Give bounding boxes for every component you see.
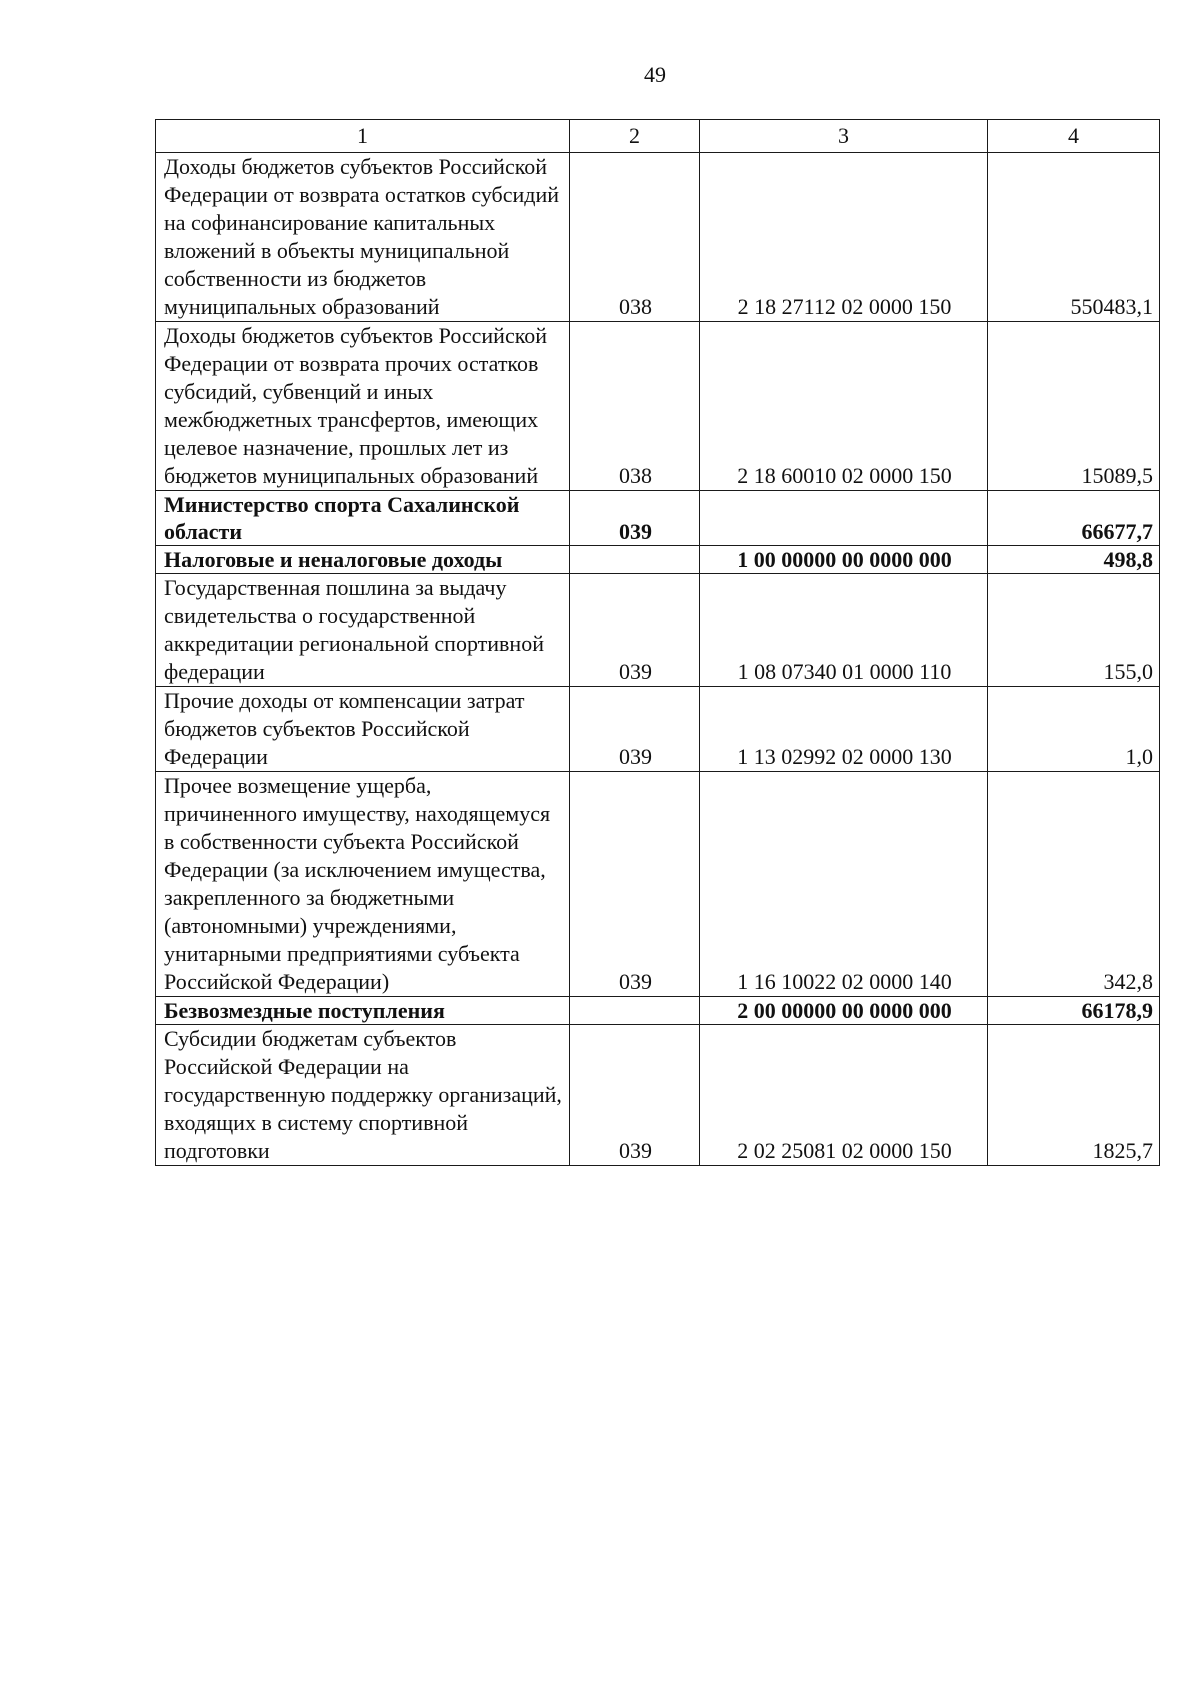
- classification-code: 2 02 25081 02 0000 150: [700, 1025, 988, 1166]
- admin-code: 039: [570, 491, 700, 546]
- revenue-name: Налоговые и неналоговые доходы: [156, 546, 570, 574]
- table-header-row: [156, 120, 1160, 153]
- table-row-ministry: [156, 491, 1160, 546]
- revenue-name: Доходы бюджетов субъектов Российской Федерации от возврата прочих остатков субсидий, субвенций и иных межбюджетных трансфертов, имеющих целевое назначение, прошлых лет из бюджетов муниципальных образований: [156, 322, 570, 491]
- admin-code: 039: [570, 687, 700, 772]
- classification-code: [700, 491, 988, 546]
- revenue-name: Безвозмездные поступления: [156, 997, 570, 1025]
- admin-code: [570, 997, 700, 1025]
- classification-code: 2 00 00000 00 0000 000: [700, 997, 988, 1025]
- amount: 1825,7: [988, 1025, 1160, 1166]
- amount: 66178,9: [988, 997, 1160, 1025]
- amount: 498,8: [988, 546, 1160, 574]
- admin-code: 039: [570, 1025, 700, 1166]
- table-row: [156, 772, 1160, 997]
- admin-code: [570, 546, 700, 574]
- column-header-1: 1: [156, 120, 570, 153]
- table-row: [156, 574, 1160, 687]
- amount: 155,0: [988, 574, 1160, 687]
- column-header-3: 3: [700, 120, 988, 153]
- admin-code: 039: [570, 772, 700, 997]
- table-row-subtotal: [156, 997, 1160, 1025]
- table-row-subtotal: [156, 546, 1160, 574]
- amount: 342,8: [988, 772, 1160, 997]
- classification-code: 1 00 00000 00 0000 000: [700, 546, 988, 574]
- revenue-name: Субсидии бюджетам субъектов Российской Федерации на государственную поддержку организаций, входящих в систему спортивной подготовки: [156, 1025, 570, 1166]
- revenue-name: Доходы бюджетов субъектов Российской Федерации от возврата остатков субсидий на софинансирование капитальных вложений в объекты муниципальной собственности из бюджетов муниципальных образований: [156, 153, 570, 322]
- admin-code: 039: [570, 574, 700, 687]
- admin-code: 038: [570, 153, 700, 322]
- table-row: [156, 687, 1160, 772]
- budget-revenue-table: [155, 119, 1160, 1166]
- amount: 66677,7: [988, 491, 1160, 546]
- table-row: [156, 322, 1160, 491]
- column-header-2: 2: [570, 120, 700, 153]
- revenue-name: Государственная пошлина за выдачу свидетельства о государственной аккредитации региональной спортивной федерации: [156, 574, 570, 687]
- amount: 550483,1: [988, 153, 1160, 322]
- revenue-name: Министерство спорта Сахалинской области: [156, 491, 570, 546]
- revenue-name: Прочее возмещение ущерба, причиненного имуществу, находящемуся в собственности субъекта Российской Федерации (за исключением имущества, закрепленного за бюджетными (автономными) учреждениями, унитарными предприятиями субъекта Российской Федерации): [156, 772, 570, 997]
- table-row: [156, 1025, 1160, 1166]
- amount: 15089,5: [988, 322, 1160, 491]
- table-row: [156, 153, 1160, 322]
- amount: 1,0: [988, 687, 1160, 772]
- revenue-name: Прочие доходы от компенсации затрат бюджетов субъектов Российской Федерации: [156, 687, 570, 772]
- classification-code: 1 16 10022 02 0000 140: [700, 772, 988, 997]
- page-number: 49: [644, 62, 666, 87]
- admin-code: 038: [570, 322, 700, 491]
- classification-code: 2 18 27112 02 0000 150: [700, 153, 988, 322]
- classification-code: 2 18 60010 02 0000 150: [700, 322, 988, 491]
- classification-code: 1 13 02992 02 0000 130: [700, 687, 988, 772]
- classification-code: 1 08 07340 01 0000 110: [700, 574, 988, 687]
- column-header-4: 4: [988, 120, 1160, 153]
